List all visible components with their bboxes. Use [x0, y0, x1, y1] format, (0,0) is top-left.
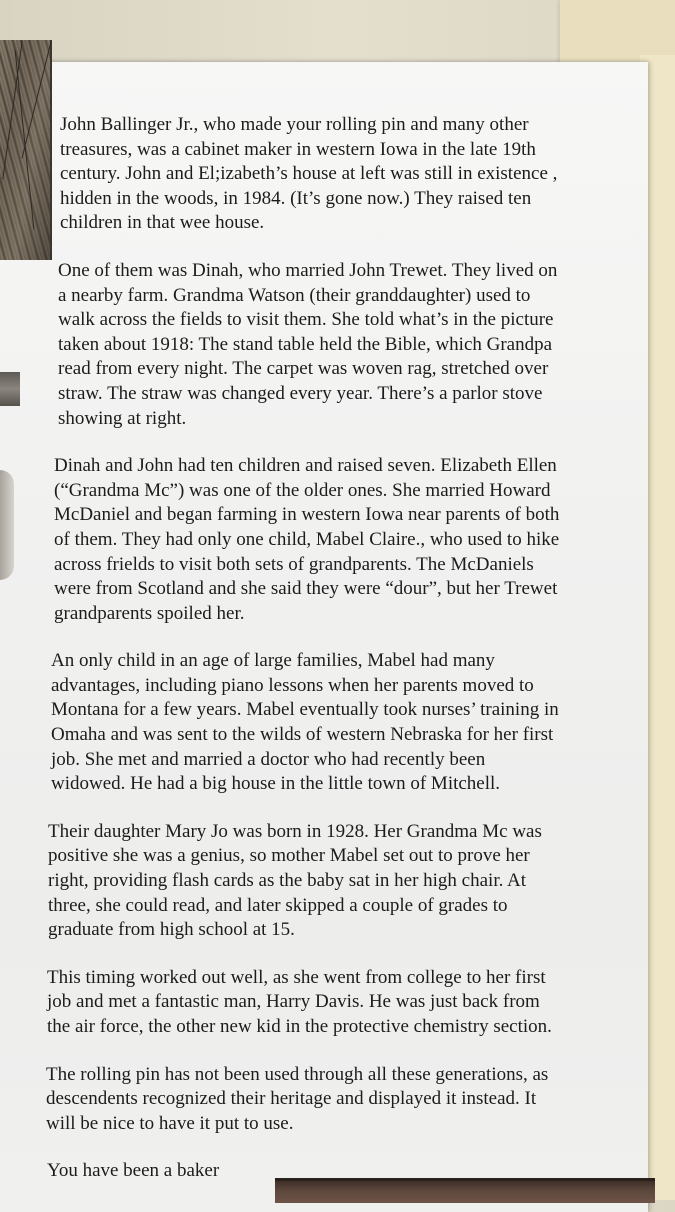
text-line: a nearby farm. Grandma Watson (their granddaughter) used to [58, 284, 531, 306]
paragraph-baker [47, 1159, 637, 1184]
house-photo-fragment [0, 40, 52, 260]
letter-text [47, 113, 637, 1207]
text-line: Montana for a few years. Mabel eventually took nurses’ training in [51, 699, 559, 721]
text-line: McDaniel and began farming in western Iowa near parents of both [54, 504, 560, 526]
text-line: across frields to visit both sets of grandparents. The McDaniels [54, 553, 534, 575]
text-line: The rolling pin has not been used through all these generations, as [46, 1063, 549, 1085]
text-line: graduate from high school at 15. [48, 919, 295, 941]
text-line: hidden in the woods, in 1984. (It’s gone now.) They raised ten [60, 187, 532, 209]
paragraph-mary-jo [48, 820, 637, 943]
text-line: straw. The straw was changed every year. There’s a parlor stove [58, 382, 543, 404]
text-line: grandparents spoiled her. [54, 602, 245, 624]
text-line: One of them was Dinah, who married John Trewet. They lived on [58, 259, 558, 281]
text-line: the air force, the other new kid in the protective chemistry section. [47, 1016, 552, 1037]
text-line: of them. They had only one child, Mabel Claire., who used to hike [54, 528, 560, 550]
text-line: job. She met and married a doctor who had recently been [51, 748, 486, 770]
paragraph-harry [47, 966, 637, 1040]
text-line: three, she could read, and later skipped a couple of grades to [48, 894, 508, 916]
text-line: children in that wee house. [60, 212, 265, 234]
paragraph-mabel [51, 649, 637, 797]
text-line: walk across the fields to visit them. She told what’s in the picture [58, 309, 554, 331]
text-line: positive she was a genius, so mother Mabel set out to prove her [48, 845, 530, 867]
text-line: job and met a fantastic man, Harry Davis. He was just back from [47, 991, 540, 1013]
portrait-photo-fragment [0, 470, 14, 580]
paragraph-ballinger [60, 113, 637, 236]
text-line: widowed. He had a big house in the little town of Mitchell. [51, 773, 501, 795]
text-line: This timing worked out well, as she went from college to her first [47, 966, 546, 988]
text-line: taken about 1918: The stand table held the Bible, which Grandpa [58, 333, 553, 355]
text-line: treasures, was a cabinet maker in western Iowa in the late 19th [60, 138, 536, 160]
text-line: will be nice to have it put to use. [46, 1112, 294, 1134]
paragraph-rolling-pin [46, 1063, 637, 1137]
text-line: John Ballinger Jr., who made your rolling pin and many other [60, 114, 529, 135]
text-line: Their daughter Mary Jo was born in 1928. Her Grandma Mc was [48, 820, 542, 842]
text-line: An only child in an age of large families, Mabel had many [51, 650, 495, 672]
text-line: descendents recognized their heritage and displayed it instead. It [46, 1088, 537, 1110]
text-line: (“Grandma Mc”) was one of the older ones. She married Howard [54, 479, 551, 501]
text-line: Dinah and John had ten children and raised seven. Elizabeth Ellen [54, 455, 557, 477]
text-line: century. John and El;izabeth’s house at left was still in existence , [60, 163, 558, 185]
text-line: right, providing flash cards as the baby sat in her high chair. At [48, 870, 527, 892]
paragraph-dinah [58, 259, 637, 431]
text-line: were from Scotland and she said they were “dour”, but her Trewet [54, 578, 558, 600]
paragraph-elizabeth [54, 454, 637, 626]
text-line: showing at right. [58, 407, 187, 429]
text-line: You have been a baker [47, 1160, 220, 1182]
text-line: read from every night. The carpet was woven rag, stretched over [58, 358, 549, 380]
text-line: advantages, including piano lessons when her parents moved to [51, 674, 534, 696]
interior-photo-fragment [0, 372, 20, 406]
text-line: Omaha and was sent to the wilds of western Nebraska for her first [51, 724, 554, 746]
